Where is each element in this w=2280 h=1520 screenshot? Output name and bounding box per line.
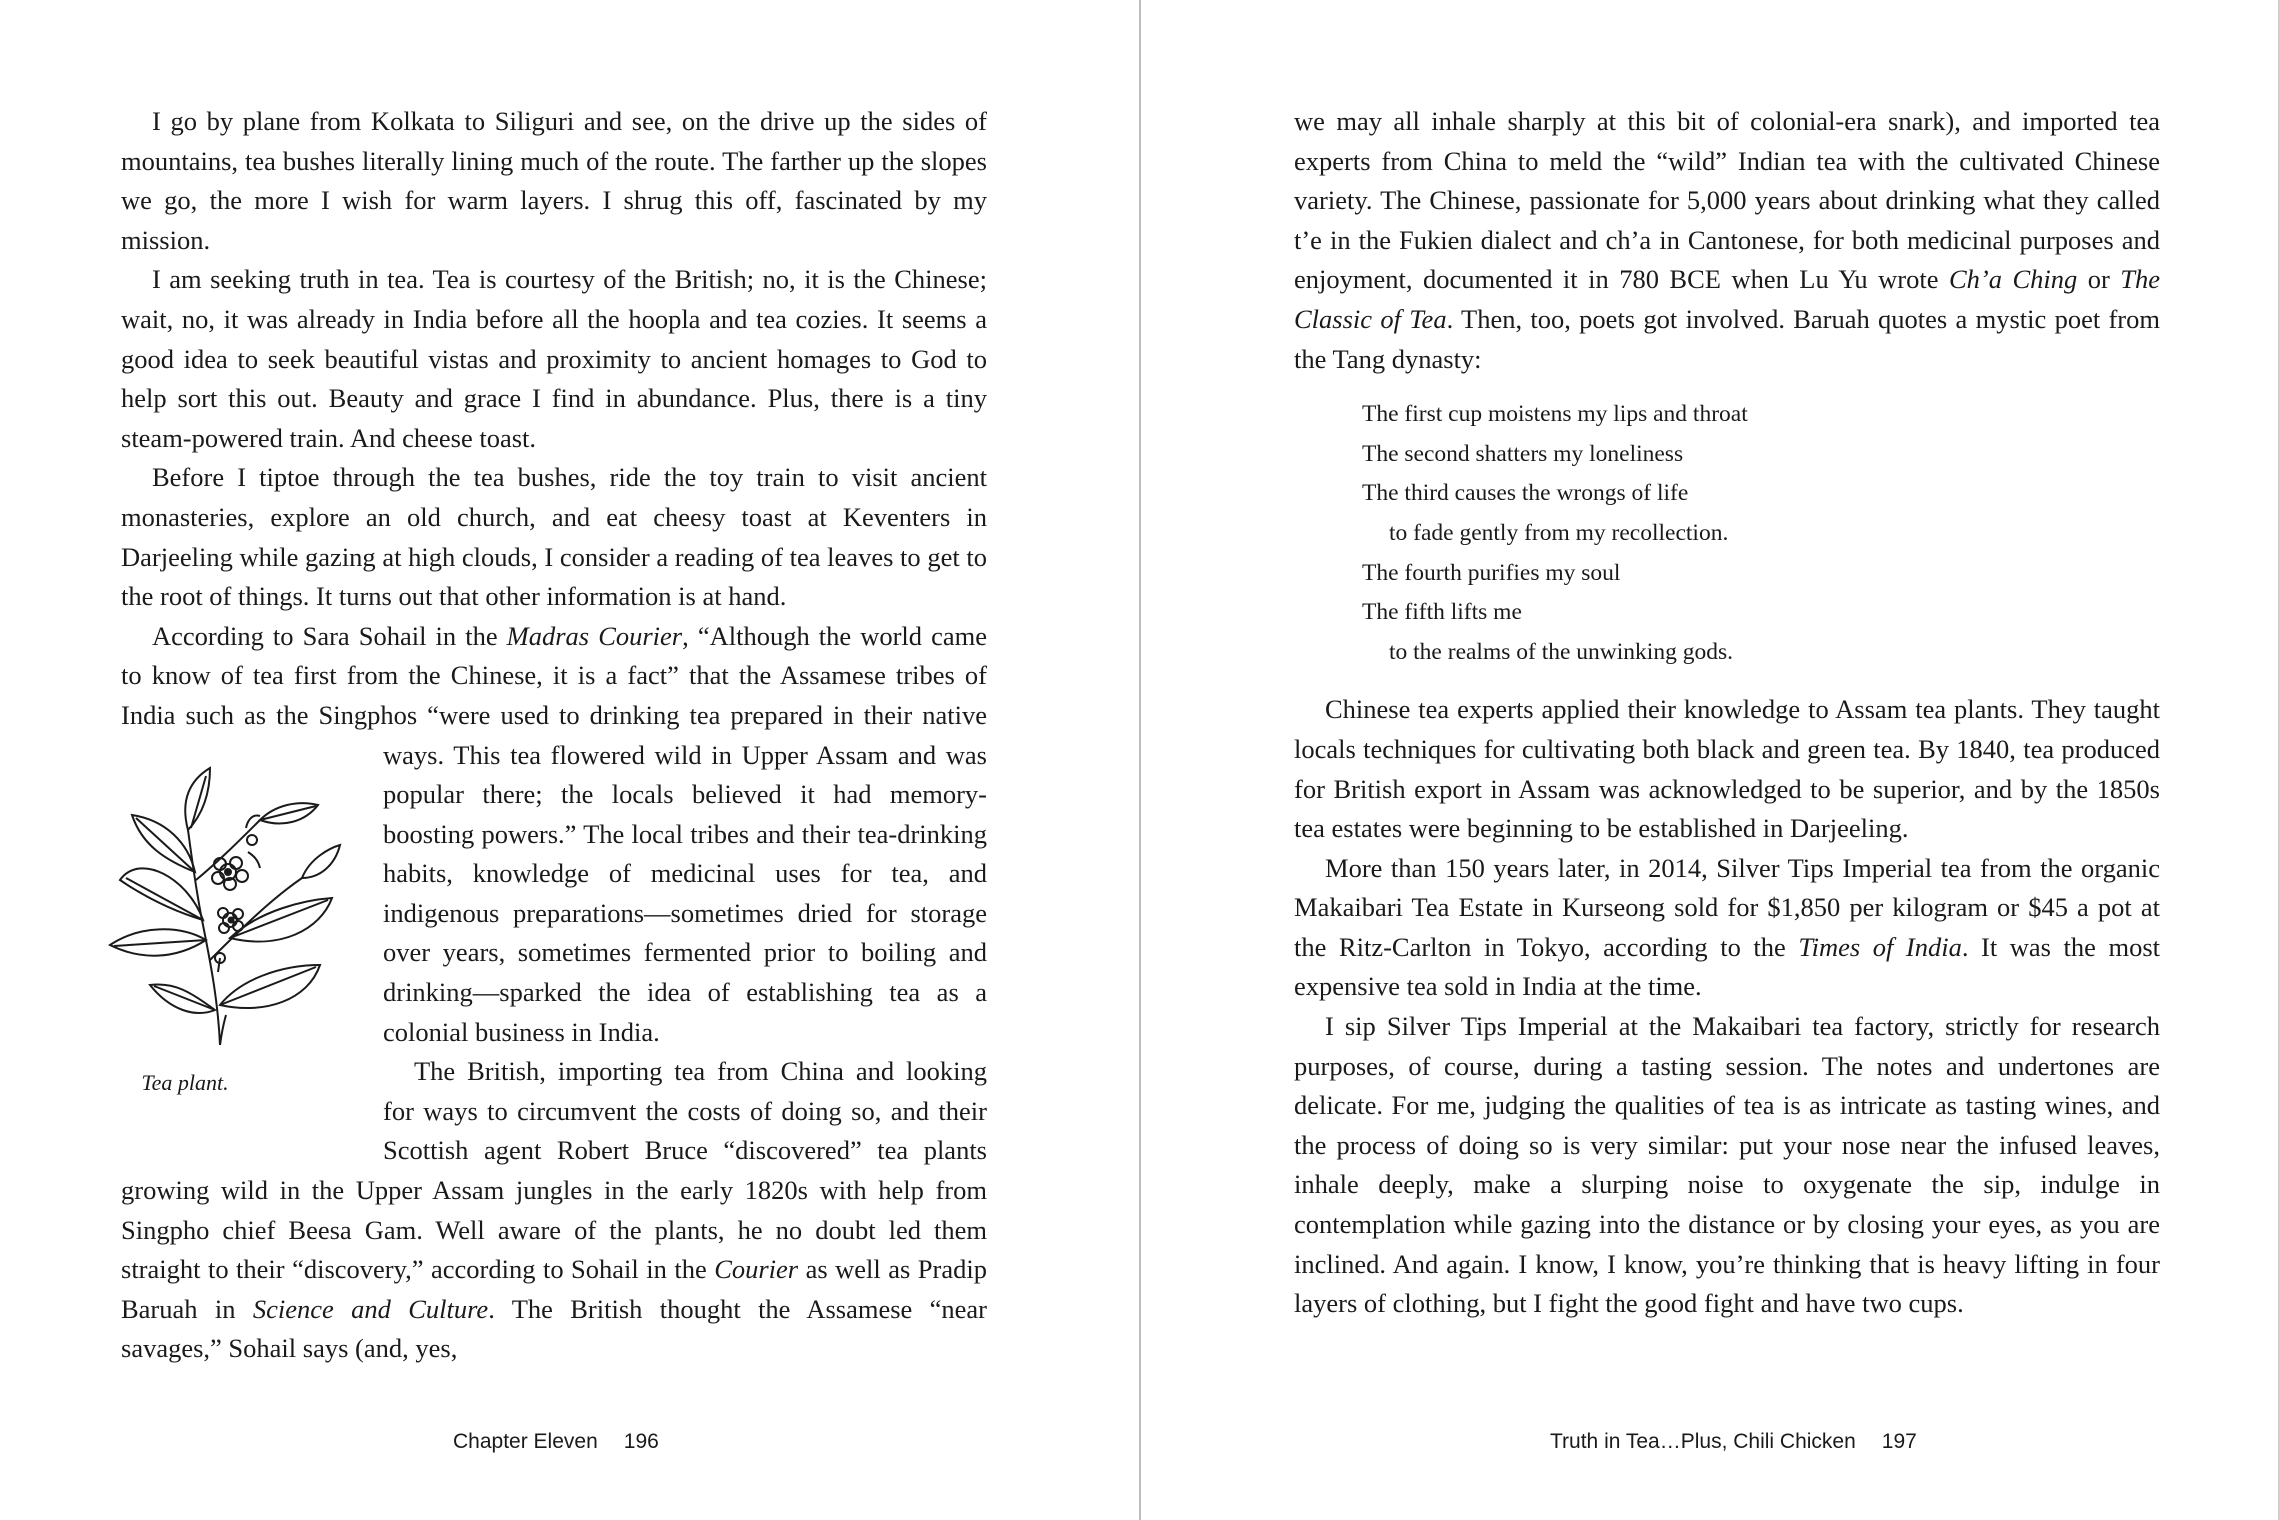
poem-line-4: to fade gently from my recollection. xyxy=(1389,519,1729,546)
left-running-footer xyxy=(453,1430,659,1454)
paragraph-4-text-a: According to Sara Sohail in the xyxy=(152,620,507,651)
paragraph-5-text-c: . The British thought the Assamese “near savages,” Sohail says (and, yes, xyxy=(121,1293,988,1364)
paragraph-silver-tips-text-a: More than 150 years later, in 2014, Silver Tips Imperial tea from the organic Makaibari Tea Estate in Kurseong sold for $1,850 per kilogram or $45 a pot at the Ritz-Carlton in Tokyo, according to the xyxy=(1294,852,2160,962)
times-of-india-title: Times of India xyxy=(1798,931,1962,962)
poem-block xyxy=(1362,395,2160,672)
classic-of-tea-title: The Classic of Tea xyxy=(1294,264,2160,334)
page-number: 197 xyxy=(1881,1430,1917,1453)
left-page xyxy=(0,0,1139,1520)
running-title: Truth in Tea…Plus, Chili Chicken xyxy=(1550,1430,1856,1453)
cha-ching-title: Ch’a Ching xyxy=(1948,264,2078,295)
poem-line-7: to the realms of the unwinking gods. xyxy=(1389,638,1733,665)
science-and-culture-title: Science and Culture xyxy=(252,1293,489,1324)
chapter-title: Chapter Eleven xyxy=(453,1430,598,1453)
paragraph-1: I go by plane from Kolkata to Siliguri and see, on the drive up the sides of mountains, tea bushes literally lining much of the route. The farther up the slopes we go, the more I wish for warm layers. I shrug this off, fascinated by my mission. xyxy=(121,106,987,255)
madras-courier-title: Madras Courier xyxy=(506,620,683,651)
paragraph-silver-tips-text-b: . It was the most expensive tea sold in India at the time. xyxy=(1294,931,2161,1002)
figure-caption: Tea plant. xyxy=(141,1070,229,1095)
paragraph-continued-text-c: . Then, too, poets got involved. Baruah quotes a mystic poet from the Tang dynasty: xyxy=(1294,303,2160,374)
right-page-text xyxy=(1294,102,2160,1324)
tea-plant-illustration xyxy=(70,760,370,1060)
paragraph-4-text-b: , “Although the world came to know of tea first from the Chinese, it is a fact” that the Assamese tribes of India such as the Singphos “were used to drinking tea prepared in their native ways. This tea flowered wild in Upper Assam and was popular there; the locals believed it had memory-boosting powers.” The local tribes and their tea-drinking habits, knowledge of medicinal uses for tea, and indigenous preparations—sometimes dried for storage over years, sometimes fermented prior to boiling and drinking—sparked the idea of establishing tea as a colonial business in India. xyxy=(121,620,987,1047)
paragraph-tasting: I sip Silver Tips Imperial at the Makaibari tea factory, strictly for research purposes, of course, during a tasting session. The notes and undertones are delicate. For me, judging the qualities of tea is as intricate as tasting wines, and the process of doing so is very similar: put your nose near the infused leaves, inhale deeply, make a slurping noise to oxygenate the sip, indulge in contemplation while gazing into the distance or by closing your eyes, as you are inclined. And again. I know, I know, you’re thinking that is heavy lifting in four layers of clothing, but I fight the good fight and have two cups. xyxy=(1294,1011,2160,1319)
courier-title: Courier xyxy=(714,1254,799,1285)
tea-plant-figure xyxy=(70,760,370,1120)
right-running-footer xyxy=(1550,1430,1917,1454)
page-number: 196 xyxy=(623,1430,659,1453)
poem-line-1: The first cup moistens my lips and throat xyxy=(1362,401,1748,428)
paragraph-silver-tips xyxy=(1294,849,2160,1007)
poem-line-2: The second shatters my loneliness xyxy=(1362,440,1684,467)
paragraph-5-text-b: as well as Pradip Baruah in xyxy=(121,1254,987,1324)
right-page xyxy=(1141,0,2280,1520)
poem-line-5: The fourth purifies my soul xyxy=(1362,559,1621,586)
paragraph-continued-text-b: or xyxy=(2077,264,2121,295)
poem-line-6: The fifth lifts me xyxy=(1362,599,1522,626)
paragraph-chinese-experts: Chinese tea experts applied their knowledge to Assam tea plants. They taught locals techniques for cultivating both black and green tea. By 1840, tea produced for British export in Assam was acknowledged to be superior, and by the 1850s tea estates were beginning to be established in Darjeeling. xyxy=(1294,694,2160,844)
paragraph-continued xyxy=(1294,102,2160,379)
paragraph-2: I am seeking truth in tea. Tea is courtesy of the British; no, it is the Chinese; wait, no, it was already in India before all the hoopla and tea cozies. It seems a good idea to seek beautiful vistas and proximity to ancient homages to God to help sort this out. Beauty and grace I find in abundance. Plus, there is a tiny steam-powered train. And cheese toast. xyxy=(121,264,987,453)
paragraph-3: Before I tiptoe through the tea bushes, ride the toy train to visit ancient monasteries, explore an old church, and eat cheesy toast at Keventers in Darjeeling while gazing at high clouds, I consider a reading of tea leaves to get to the root of things. It turns out that other information is at hand. xyxy=(121,462,987,612)
left-page-text xyxy=(121,102,987,1369)
paragraph-5-text-a: The British, importing tea from China and looking for ways to circumvent the costs of doing so, and their Scottish agent Robert Bruce “discovered” tea plants growing wild in the Upper Assam jungles in the early 1820s with help from Singpho chief Beesa Gam. Well aware of the plants, he no doubt led them straight to their “discovery,” according to Sohail in the xyxy=(121,1056,987,1285)
paragraph-continued-text-a: we may all inhale sharply at this bit of colonial-era snark), and imported tea experts from China to meld the “wild” Indian tea with the cultivated Chinese variety. The Chinese, passionate for 5,000 years about drinking what they called t’e in the Fukien dialect and ch’a in Cantonese, for both medicinal purposes and enjoyment, documented it in 780 BCE when Lu Yu wrote xyxy=(1294,106,2160,295)
poem-line-3: The third causes the wrongs of life xyxy=(1362,480,1689,507)
